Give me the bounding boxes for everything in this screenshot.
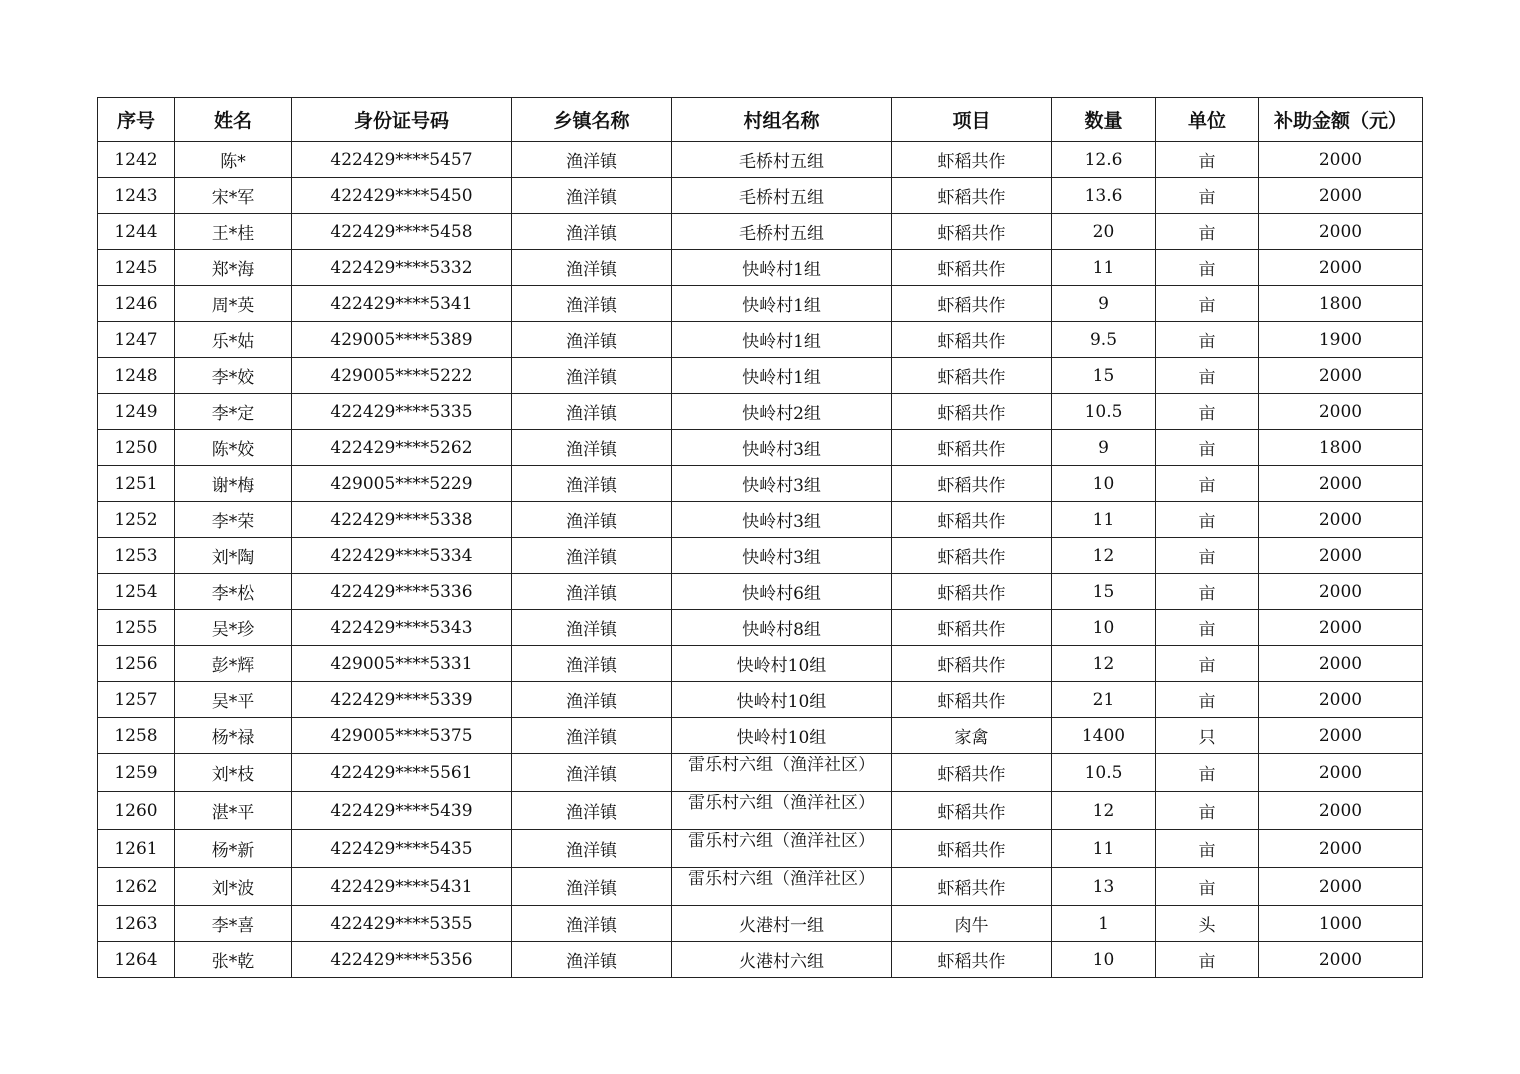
quantity-cell: 11 — [1052, 502, 1156, 538]
town-cell: 渔洋镇 — [512, 322, 672, 358]
village-group-text: 雷乐村六组（渔洋社区） — [688, 756, 875, 775]
index-cell: 1244 — [98, 214, 175, 250]
village-group-cell: 毛桥村五组 — [672, 214, 892, 250]
id-number-cell: 422429****5439 — [292, 792, 512, 830]
quantity-cell: 12 — [1052, 792, 1156, 830]
town-cell: 渔洋镇 — [512, 394, 672, 430]
project-cell: 虾稻共作 — [892, 358, 1052, 394]
town-cell: 渔洋镇 — [512, 574, 672, 610]
unit-cell: 亩 — [1156, 610, 1259, 646]
quantity-cell: 20 — [1052, 214, 1156, 250]
town-cell: 渔洋镇 — [512, 830, 672, 868]
unit-cell: 亩 — [1156, 466, 1259, 502]
table-row — [98, 250, 1423, 286]
id-number-cell: 422429****5356 — [292, 942, 512, 978]
col-header-index: 序号 — [98, 98, 175, 142]
project-cell: 虾稻共作 — [892, 574, 1052, 610]
village-group-cell — [672, 868, 892, 906]
col-header-name: 姓名 — [175, 98, 292, 142]
subsidy-cell: 2000 — [1259, 868, 1423, 906]
town-cell: 渔洋镇 — [512, 906, 672, 942]
unit-cell: 亩 — [1156, 502, 1259, 538]
village-group-cell — [672, 830, 892, 868]
name-cell: 杨*新 — [175, 830, 292, 868]
unit-cell: 亩 — [1156, 574, 1259, 610]
table-row — [98, 322, 1423, 358]
village-group-cell: 快岭村2组 — [672, 394, 892, 430]
table-row — [98, 718, 1423, 754]
id-number-cell: 422429****5332 — [292, 250, 512, 286]
subsidy-cell: 1900 — [1259, 322, 1423, 358]
name-cell: 刘*波 — [175, 868, 292, 906]
id-number-cell: 422429****5457 — [292, 142, 512, 178]
village-group-cell: 快岭村3组 — [672, 538, 892, 574]
quantity-cell: 9 — [1052, 430, 1156, 466]
subsidy-cell: 2000 — [1259, 792, 1423, 830]
unit-cell: 亩 — [1156, 394, 1259, 430]
id-number-cell: 422429****5435 — [292, 830, 512, 868]
project-cell: 虾稻共作 — [892, 610, 1052, 646]
project-cell: 虾稻共作 — [892, 868, 1052, 906]
quantity-cell: 10 — [1052, 942, 1156, 978]
index-cell: 1245 — [98, 250, 175, 286]
town-cell: 渔洋镇 — [512, 142, 672, 178]
subsidy-cell: 2000 — [1259, 358, 1423, 394]
town-cell: 渔洋镇 — [512, 646, 672, 682]
town-cell: 渔洋镇 — [512, 358, 672, 394]
id-number-cell: 429005****5222 — [292, 358, 512, 394]
unit-cell: 亩 — [1156, 322, 1259, 358]
id-number-cell: 422429****5338 — [292, 502, 512, 538]
id-number-cell: 422429****5339 — [292, 682, 512, 718]
header-row — [98, 98, 1423, 142]
village-group-text: 雷乐村六组（渔洋社区） — [688, 832, 875, 851]
quantity-cell: 12.6 — [1052, 142, 1156, 178]
project-cell: 肉牛 — [892, 906, 1052, 942]
town-cell: 渔洋镇 — [512, 754, 672, 792]
table-row — [98, 358, 1423, 394]
index-cell: 1258 — [98, 718, 175, 754]
unit-cell: 亩 — [1156, 178, 1259, 214]
id-number-cell: 422429****5336 — [292, 574, 512, 610]
table-row — [98, 906, 1423, 942]
quantity-cell: 15 — [1052, 574, 1156, 610]
town-cell: 渔洋镇 — [512, 792, 672, 830]
name-cell: 湛*平 — [175, 792, 292, 830]
col-header-project: 项目 — [892, 98, 1052, 142]
quantity-cell: 10.5 — [1052, 754, 1156, 792]
table-row — [98, 214, 1423, 250]
project-cell: 虾稻共作 — [892, 538, 1052, 574]
unit-cell: 亩 — [1156, 646, 1259, 682]
name-cell: 谢*梅 — [175, 466, 292, 502]
id-number-cell: 422429****5458 — [292, 214, 512, 250]
name-cell: 陈* — [175, 142, 292, 178]
subsidy-cell: 2000 — [1259, 394, 1423, 430]
id-number-cell: 429005****5331 — [292, 646, 512, 682]
quantity-cell: 9 — [1052, 286, 1156, 322]
name-cell: 郑*海 — [175, 250, 292, 286]
village-group-cell: 快岭村3组 — [672, 430, 892, 466]
name-cell: 刘*枝 — [175, 754, 292, 792]
col-header-town: 乡镇名称 — [512, 98, 672, 142]
table-row — [98, 538, 1423, 574]
quantity-cell: 1 — [1052, 906, 1156, 942]
project-cell: 虾稻共作 — [892, 682, 1052, 718]
name-cell: 张*乾 — [175, 942, 292, 978]
index-cell: 1249 — [98, 394, 175, 430]
unit-cell: 亩 — [1156, 682, 1259, 718]
town-cell: 渔洋镇 — [512, 718, 672, 754]
project-cell: 虾稻共作 — [892, 942, 1052, 978]
project-cell: 虾稻共作 — [892, 792, 1052, 830]
name-cell: 李*松 — [175, 574, 292, 610]
index-cell: 1246 — [98, 286, 175, 322]
unit-cell: 亩 — [1156, 214, 1259, 250]
village-group-cell: 快岭村1组 — [672, 358, 892, 394]
quantity-cell: 1400 — [1052, 718, 1156, 754]
project-cell: 虾稻共作 — [892, 754, 1052, 792]
town-cell: 渔洋镇 — [512, 942, 672, 978]
quantity-cell: 10 — [1052, 610, 1156, 646]
unit-cell: 亩 — [1156, 792, 1259, 830]
town-cell: 渔洋镇 — [512, 214, 672, 250]
town-cell: 渔洋镇 — [512, 868, 672, 906]
id-number-cell: 422429****5431 — [292, 868, 512, 906]
subsidy-cell: 2000 — [1259, 178, 1423, 214]
name-cell: 杨*禄 — [175, 718, 292, 754]
table-row — [98, 942, 1423, 978]
subsidy-cell: 2000 — [1259, 250, 1423, 286]
project-cell: 虾稻共作 — [892, 142, 1052, 178]
village-group-cell: 快岭村8组 — [672, 610, 892, 646]
project-cell: 虾稻共作 — [892, 286, 1052, 322]
unit-cell: 亩 — [1156, 538, 1259, 574]
index-cell: 1247 — [98, 322, 175, 358]
unit-cell: 只 — [1156, 718, 1259, 754]
village-group-cell: 毛桥村五组 — [672, 178, 892, 214]
town-cell: 渔洋镇 — [512, 466, 672, 502]
id-number-cell: 422429****5262 — [292, 430, 512, 466]
subsidy-cell: 2000 — [1259, 610, 1423, 646]
index-cell: 1259 — [98, 754, 175, 792]
index-cell: 1242 — [98, 142, 175, 178]
unit-cell: 亩 — [1156, 286, 1259, 322]
index-cell: 1262 — [98, 868, 175, 906]
unit-cell: 亩 — [1156, 430, 1259, 466]
name-cell: 乐*姑 — [175, 322, 292, 358]
id-number-cell: 422429****5334 — [292, 538, 512, 574]
table-row — [98, 754, 1423, 792]
col-header-village-group: 村组名称 — [672, 98, 892, 142]
unit-cell: 亩 — [1156, 830, 1259, 868]
project-cell: 虾稻共作 — [892, 830, 1052, 868]
table-row — [98, 394, 1423, 430]
town-cell: 渔洋镇 — [512, 538, 672, 574]
table-row — [98, 682, 1423, 718]
village-group-cell: 快岭村6组 — [672, 574, 892, 610]
table-row — [98, 610, 1423, 646]
quantity-cell: 13.6 — [1052, 178, 1156, 214]
subsidy-cell: 2000 — [1259, 646, 1423, 682]
village-group-cell: 快岭村1组 — [672, 286, 892, 322]
village-group-cell: 快岭村10组 — [672, 682, 892, 718]
index-cell: 1253 — [98, 538, 175, 574]
index-cell: 1250 — [98, 430, 175, 466]
subsidy-cell: 1000 — [1259, 906, 1423, 942]
quantity-cell: 15 — [1052, 358, 1156, 394]
quantity-cell: 10 — [1052, 466, 1156, 502]
index-cell: 1255 — [98, 610, 175, 646]
index-cell: 1260 — [98, 792, 175, 830]
name-cell: 李*定 — [175, 394, 292, 430]
id-number-cell: 422429****5335 — [292, 394, 512, 430]
table-row — [98, 830, 1423, 868]
project-cell: 虾稻共作 — [892, 502, 1052, 538]
subsidy-cell: 1800 — [1259, 430, 1423, 466]
subsidy-table — [97, 97, 1423, 978]
project-cell: 虾稻共作 — [892, 466, 1052, 502]
id-number-cell: 429005****5229 — [292, 466, 512, 502]
village-group-cell: 快岭村10组 — [672, 718, 892, 754]
town-cell: 渔洋镇 — [512, 682, 672, 718]
project-cell: 家禽 — [892, 718, 1052, 754]
subsidy-cell: 1800 — [1259, 286, 1423, 322]
village-group-cell: 快岭村10组 — [672, 646, 892, 682]
project-cell: 虾稻共作 — [892, 430, 1052, 466]
col-header-id-number: 身份证号码 — [292, 98, 512, 142]
table-row — [98, 430, 1423, 466]
quantity-cell: 11 — [1052, 830, 1156, 868]
quantity-cell: 21 — [1052, 682, 1156, 718]
col-header-quantity: 数量 — [1052, 98, 1156, 142]
subsidy-cell: 2000 — [1259, 538, 1423, 574]
village-group-cell — [672, 792, 892, 830]
index-cell: 1243 — [98, 178, 175, 214]
table-row — [98, 502, 1423, 538]
village-group-text: 雷乐村六组（渔洋社区） — [688, 794, 875, 813]
project-cell: 虾稻共作 — [892, 322, 1052, 358]
village-group-cell: 快岭村1组 — [672, 322, 892, 358]
index-cell: 1251 — [98, 466, 175, 502]
subsidy-cell: 2000 — [1259, 942, 1423, 978]
town-cell: 渔洋镇 — [512, 610, 672, 646]
col-header-subsidy: 补助金额（元） — [1259, 98, 1423, 142]
table-row — [98, 646, 1423, 682]
subsidy-cell: 2000 — [1259, 718, 1423, 754]
unit-cell: 亩 — [1156, 142, 1259, 178]
project-cell: 虾稻共作 — [892, 214, 1052, 250]
subsidy-cell: 2000 — [1259, 574, 1423, 610]
town-cell: 渔洋镇 — [512, 178, 672, 214]
quantity-cell: 10.5 — [1052, 394, 1156, 430]
village-group-cell — [672, 754, 892, 792]
name-cell: 周*英 — [175, 286, 292, 322]
unit-cell: 亩 — [1156, 868, 1259, 906]
name-cell: 吴*珍 — [175, 610, 292, 646]
town-cell: 渔洋镇 — [512, 502, 672, 538]
table-row — [98, 868, 1423, 906]
index-cell: 1252 — [98, 502, 175, 538]
quantity-cell: 12 — [1052, 538, 1156, 574]
name-cell: 陈*姣 — [175, 430, 292, 466]
project-cell: 虾稻共作 — [892, 178, 1052, 214]
index-cell: 1248 — [98, 358, 175, 394]
subsidy-cell: 2000 — [1259, 142, 1423, 178]
quantity-cell: 9.5 — [1052, 322, 1156, 358]
town-cell: 渔洋镇 — [512, 286, 672, 322]
village-group-cell: 火港村六组 — [672, 942, 892, 978]
quantity-cell: 12 — [1052, 646, 1156, 682]
village-group-cell: 快岭村1组 — [672, 250, 892, 286]
quantity-cell: 13 — [1052, 868, 1156, 906]
table-body — [98, 142, 1423, 978]
name-cell: 李*姣 — [175, 358, 292, 394]
town-cell: 渔洋镇 — [512, 250, 672, 286]
subsidy-cell: 2000 — [1259, 754, 1423, 792]
index-cell: 1257 — [98, 682, 175, 718]
village-group-text: 雷乐村六组（渔洋社区） — [688, 870, 875, 889]
village-group-cell: 毛桥村五组 — [672, 142, 892, 178]
id-number-cell: 422429****5341 — [292, 286, 512, 322]
subsidy-cell: 2000 — [1259, 502, 1423, 538]
index-cell: 1254 — [98, 574, 175, 610]
id-number-cell: 422429****5450 — [292, 178, 512, 214]
id-number-cell: 429005****5389 — [292, 322, 512, 358]
index-cell: 1256 — [98, 646, 175, 682]
subsidy-cell: 2000 — [1259, 682, 1423, 718]
id-number-cell: 429005****5375 — [292, 718, 512, 754]
id-number-cell: 422429****5343 — [292, 610, 512, 646]
table-row — [98, 574, 1423, 610]
name-cell: 彭*辉 — [175, 646, 292, 682]
subsidy-cell: 2000 — [1259, 830, 1423, 868]
table-row — [98, 286, 1423, 322]
name-cell: 吴*平 — [175, 682, 292, 718]
unit-cell: 亩 — [1156, 942, 1259, 978]
table-row — [98, 142, 1423, 178]
index-cell: 1264 — [98, 942, 175, 978]
project-cell: 虾稻共作 — [892, 250, 1052, 286]
unit-cell: 头 — [1156, 906, 1259, 942]
town-cell: 渔洋镇 — [512, 430, 672, 466]
project-cell: 虾稻共作 — [892, 646, 1052, 682]
name-cell: 李*荣 — [175, 502, 292, 538]
table-row — [98, 792, 1423, 830]
index-cell: 1263 — [98, 906, 175, 942]
unit-cell: 亩 — [1156, 754, 1259, 792]
project-cell: 虾稻共作 — [892, 394, 1052, 430]
id-number-cell: 422429****5561 — [292, 754, 512, 792]
col-header-unit: 单位 — [1156, 98, 1259, 142]
name-cell: 刘*陶 — [175, 538, 292, 574]
name-cell: 王*桂 — [175, 214, 292, 250]
village-group-cell: 快岭村3组 — [672, 502, 892, 538]
unit-cell: 亩 — [1156, 250, 1259, 286]
table-row — [98, 178, 1423, 214]
id-number-cell: 422429****5355 — [292, 906, 512, 942]
village-group-cell: 火港村一组 — [672, 906, 892, 942]
subsidy-cell: 2000 — [1259, 214, 1423, 250]
name-cell: 李*喜 — [175, 906, 292, 942]
village-group-cell: 快岭村3组 — [672, 466, 892, 502]
quantity-cell: 11 — [1052, 250, 1156, 286]
table-row — [98, 466, 1423, 502]
subsidy-cell: 2000 — [1259, 466, 1423, 502]
unit-cell: 亩 — [1156, 358, 1259, 394]
index-cell: 1261 — [98, 830, 175, 868]
name-cell: 宋*军 — [175, 178, 292, 214]
